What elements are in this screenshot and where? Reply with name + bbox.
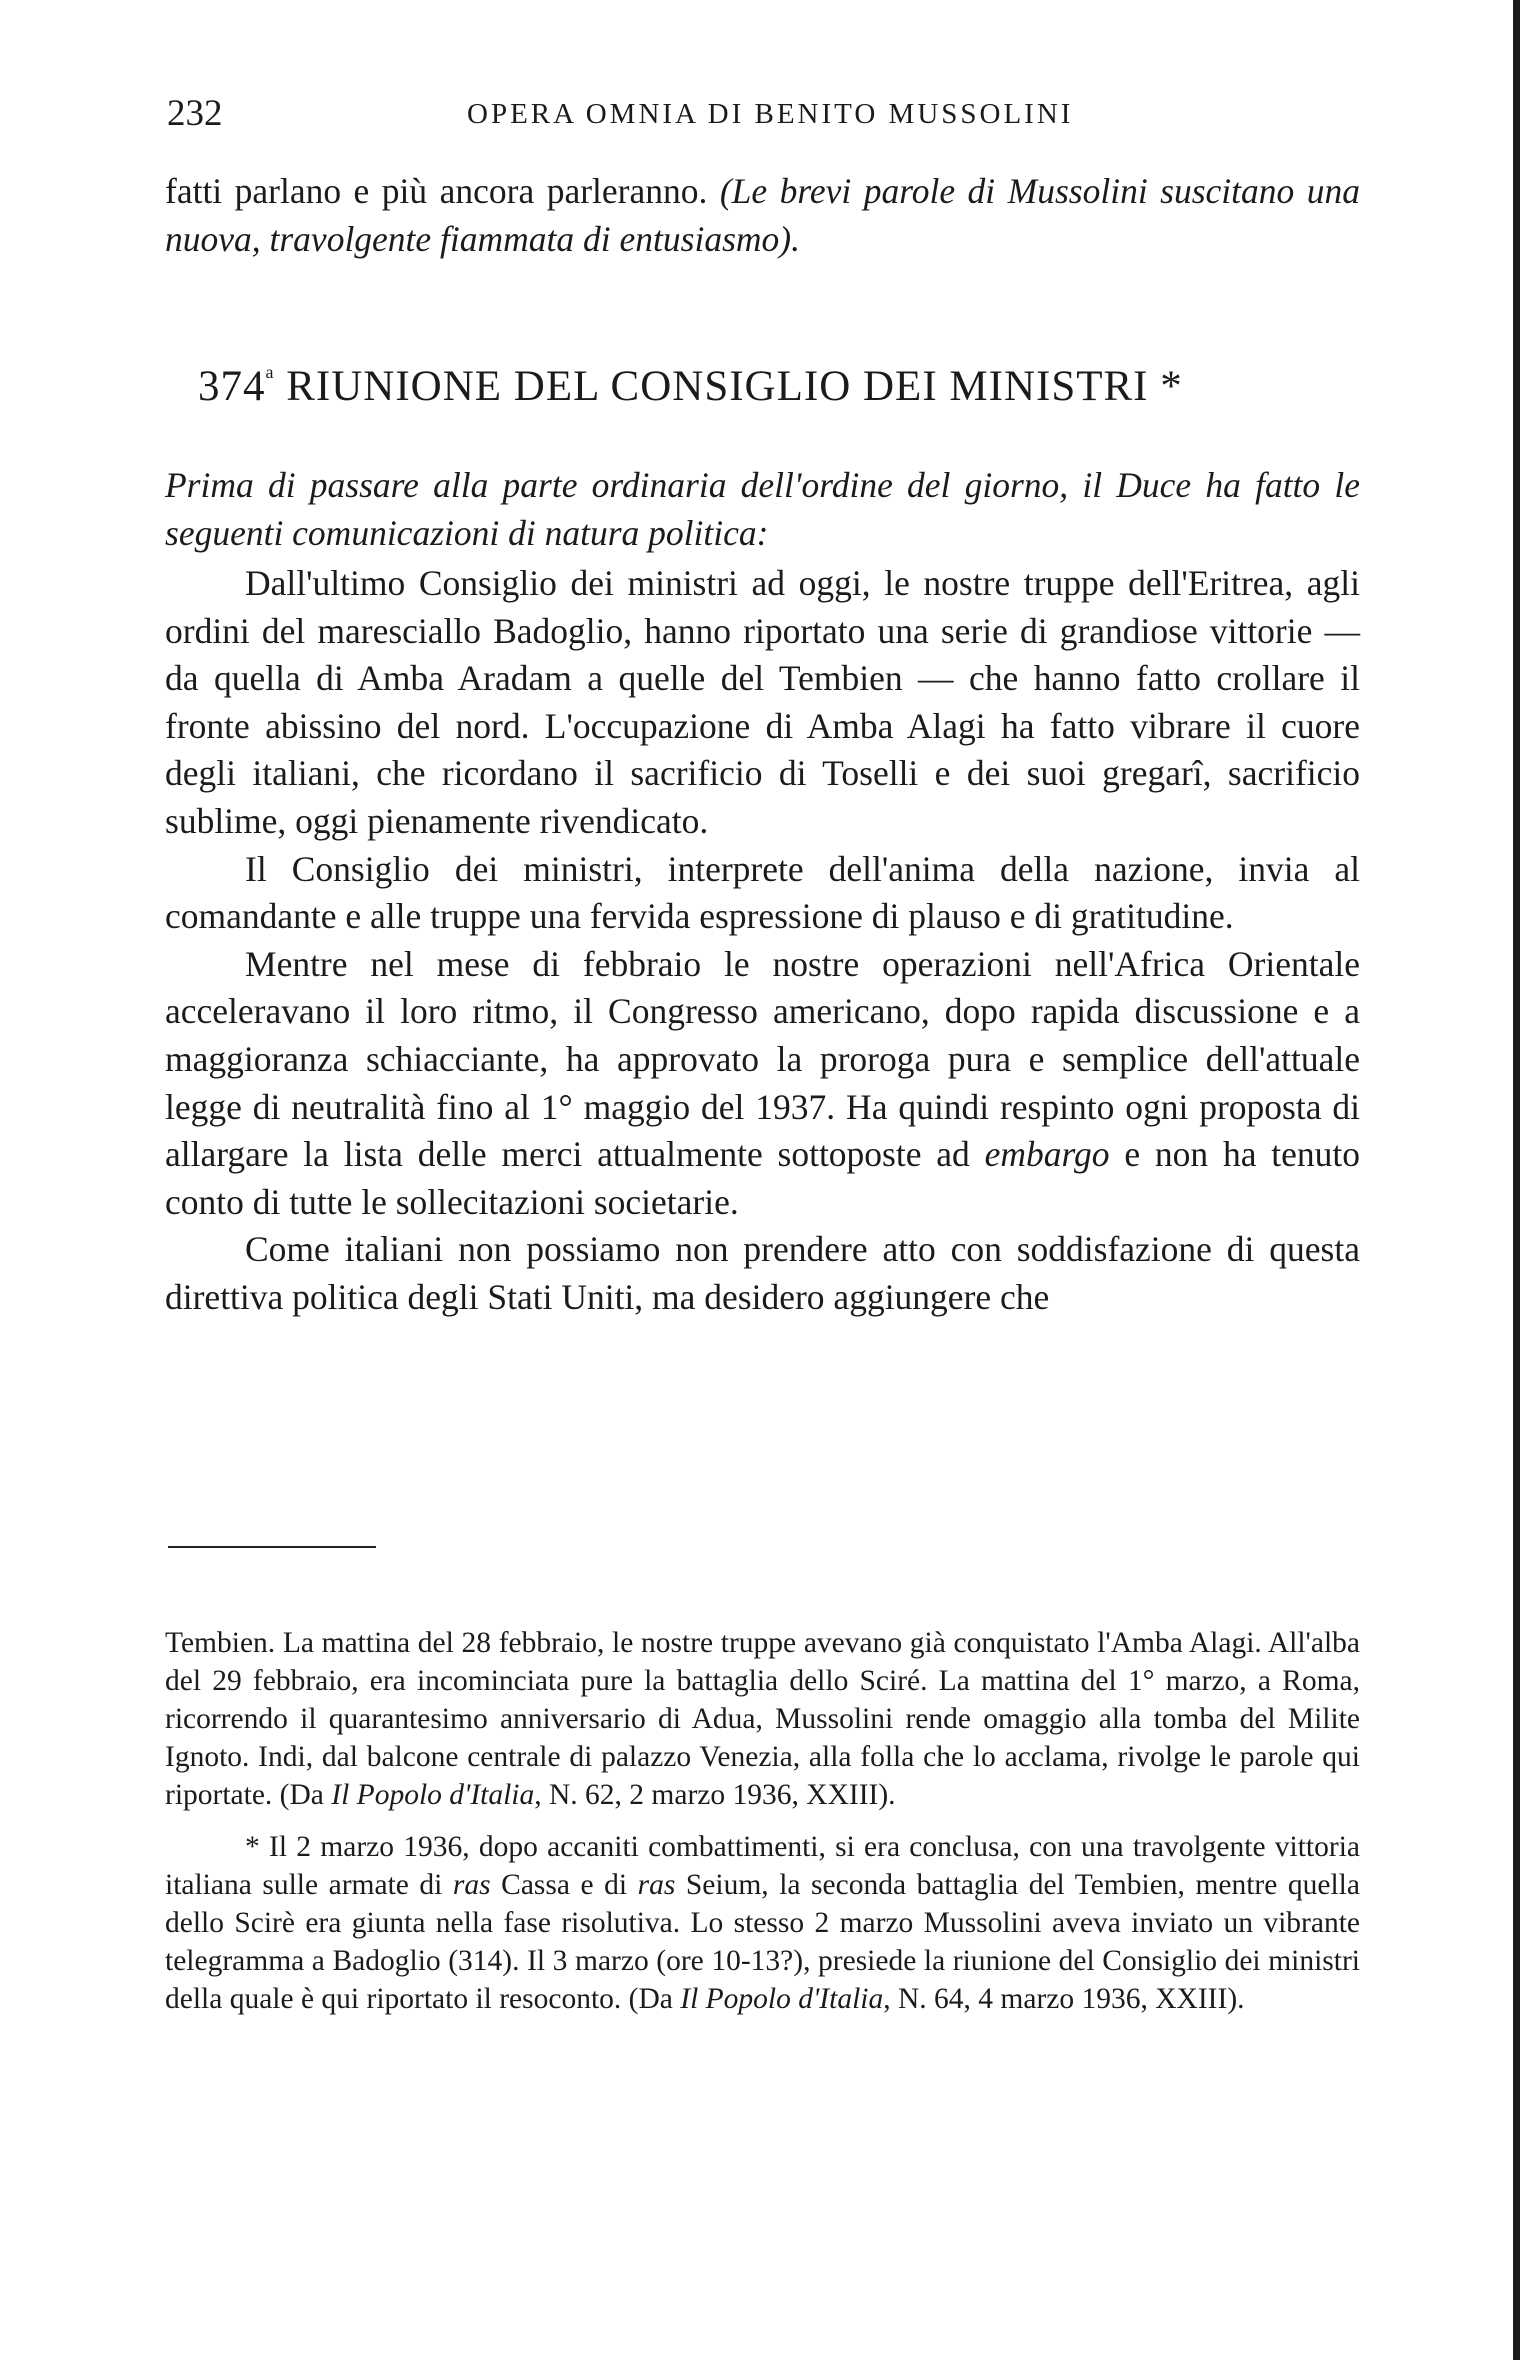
footnote-2-source: Il Popolo d'Italia [680,1983,884,2015]
section-ordinal: a [265,362,275,382]
paragraph-4: Come italiani non possiamo non prendere atto con soddisfazione di questa direttiva politica degli Stati Uniti, ma desidero aggiungere che [165,1229,1360,1317]
footnote-1-text-after: , N. 62, 2 marzo 1936, XXIII). [534,1779,896,1811]
page-edge [1513,0,1520,2360]
paragraph-2: Il Consiglio dei ministri, interprete dell'anima della nazione, invia al comandante e alle truppe una fervida espressione di plauso e di gratitudine. [165,848,1360,937]
footnote-2-text-1: * Il 2 marzo 1936, dopo accaniti combattimenti, si era conclusa, con una travolgente vittoria italiana sulle armate di [165,1831,1360,1901]
running-title: OPERA OMNIA DI BENITO MUSSOLINI [467,98,1074,130]
footnote-1 [165,1624,1360,1814]
continuation-text: fatti parlano e più ancora parleranno. [165,171,720,211]
footnote-2-ras-2: ras [637,1869,676,1901]
section-number: 374 [198,363,266,410]
footnote-2 [165,1828,1360,2018]
paragraph-3 [165,941,1360,1227]
footnote-divider [168,1546,376,1548]
footnote-2-text-after: , N. 64, 4 marzo 1936, XXIII). [883,1983,1245,2015]
footnote-2-text-2: Cassa e di [490,1869,638,1901]
footnotes [165,1624,1360,2018]
paragraph-3-italic: embargo [984,1134,1110,1175]
footnote-1-text: Tembien. La mattina del 28 febbraio, le nostre truppe avevano già conquistato l'Amba Alagi. All'alba del 29 febbraio, era incominciata pure la battaglia dello Sciré. La mattina del 1° marzo, a Roma, ricorrendo il quarantesimo anniversario di Adua, Mussolini rende omaggio alla tomba del Milite Ignoto. Indi, dal balcone centrale di palazzo Venezia, alla folla che lo acclama, rivolge le parole qui riportate. (Da [165,1627,1360,1811]
footnote-2-text-3: Seium, la seconda battaglia del Tembien, mentre quella dello Scirè era giunta nella fase risolutiva. Lo stesso 2 marzo Mussolini aveva inviato un vibrante telegramma a Badoglio (314). Il 3 marzo (ore 10-13?), presiede la riunione del Consiglio dei ministri della quale è qui riportato il resoconto. (Da [165,1869,1360,2015]
footnote-1-source: Il Popolo d'Italia [331,1779,535,1811]
continuation-italic-note: (Le brevi parole di Mussolini suscitano una nuova, travolgente fiammata di entusiasmo). [165,171,1360,259]
paragraph-1: Dall'ultimo Consiglio dei ministri ad oggi, le nostre truppe dell'Eritrea, agli ordini del maresciallo Badoglio, hanno riportato una serie di grandiose vittorie — da quella di Amba Aradam a quelle del Tembien — che hanno fatto crollare il fronte abissino del nord. L'occupazione di Amba Alagi ha fatto vibrare il cuore degli italiani, che ricordano il sacrificio di Toselli e dei suoi gregarî, sacrificio sublime, oggi pienamente rivendicato. [165,563,1360,841]
page-number: 232 [167,93,223,134]
continuation-paragraph [165,168,1360,263]
page-header [167,92,1357,152]
section-title-text: RIUNIONE DEL CONSIGLIO DEI MINISTRI * [274,363,1183,410]
paragraph-3-text: Mentre nel mese di febbraio le nostre operazioni nell'Africa Orientale acceleravano il loro ritmo, il Congresso americano, dopo rapida discussione e a maggioranza schiacciante, ha approvato la proroga pura e semplice dell'attuale legge di neutralità fino al 1° maggio del 1937. Ha quindi respinto ogni proposta di allargare la lista delle merci attualmente sottoposte ad [165,943,1360,1175]
footnote-2-ras-1: ras [452,1869,491,1901]
intro-paragraph: Prima di passare alla parte ordinaria dell'ordine del giorno, il Duce ha fatto le seguenti comunicazioni di natura politica: [165,465,1360,553]
body-text [165,560,1360,1322]
paragraph-3-text-after: e non ha tenuto conto di tutte le sollecitazioni societarie. [165,1134,1360,1222]
section-title [198,362,1183,411]
